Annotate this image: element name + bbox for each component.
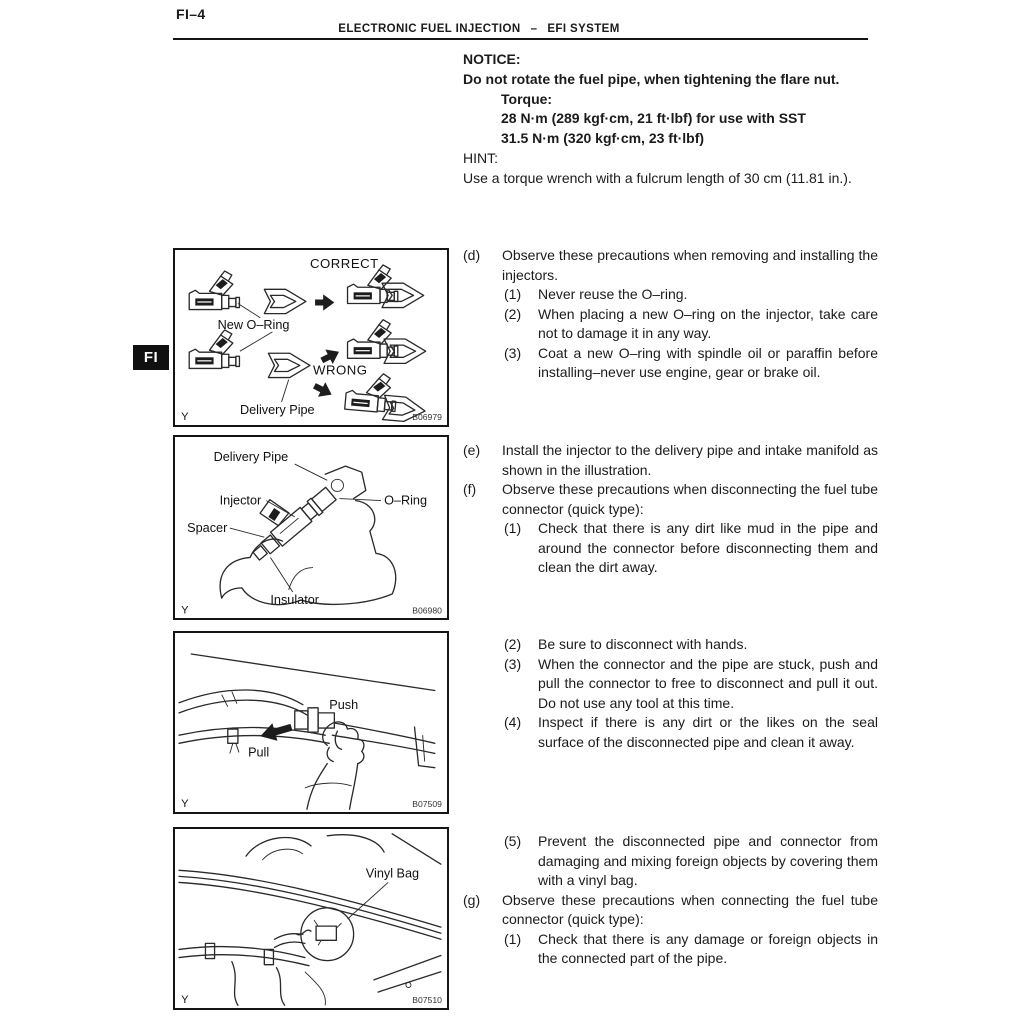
arrow-down-right-icon — [311, 379, 336, 402]
figure1-drawing — [175, 250, 447, 425]
figure-disconnect-push-pull — [173, 631, 449, 814]
figure3-label-push: Push — [329, 697, 359, 712]
section-e-text: Install the injector to the delivery pipe and intake manifold as shown in the illustration. — [502, 442, 878, 478]
notice-label: NOTICE: — [463, 51, 521, 67]
figure2-corner-mark: Y — [181, 604, 189, 617]
section-f-text: Observe these precautions when disconnecting the fuel tube connector (quick type): — [502, 481, 878, 517]
section-d-label: (d) — [463, 247, 481, 263]
notice-block — [463, 50, 913, 189]
figure2-label-injector: Injector — [219, 493, 262, 508]
torque-spec-1: 28 N·m (289 kgf·cm, 21 ft·lbf) for use with SST — [501, 110, 806, 127]
delivery-pipe-socket-illustration — [268, 353, 310, 377]
section-g-label: (g) — [463, 891, 481, 908]
figure2-label-delivery-pipe: Delivery Pipe — [213, 450, 289, 465]
item-text: Be sure to disconnect with hands. — [538, 636, 748, 652]
figure-injector-correct-wrong — [173, 248, 449, 427]
hint-text: Use a torque wrench with a fulcrum length of 30 cm (11.81 in.). — [463, 169, 852, 186]
item-label: (2) — [504, 305, 522, 322]
notice-text: Do not rotate the fuel pipe, when tightening the flare nut. — [463, 70, 840, 87]
figure2-label-spacer: Spacer — [187, 521, 228, 536]
figure1-label-delivery-pipe: Delivery Pipe — [239, 403, 315, 418]
figure4-label-vinyl-bag: Vinyl Bag — [365, 866, 420, 881]
item-label: (1) — [504, 520, 522, 536]
arrow-right-icon — [315, 294, 334, 310]
injector-illustration — [189, 330, 239, 369]
header-subsystem-title: EFI SYSTEM — [547, 23, 620, 35]
section-e-f — [463, 441, 878, 578]
figure3-code: B07509 — [412, 799, 442, 810]
item-label: (1) — [504, 930, 522, 947]
item-text: Inspect if there is any dirt or the likes on the seal surface of the disconnected pipe and clean it away. — [538, 714, 878, 750]
figure3-corner-mark: Y — [181, 798, 189, 811]
section-tab-fi: FI — [133, 345, 169, 370]
header-system-title: ELECTRONIC FUEL INJECTION — [338, 23, 521, 35]
header-rule — [173, 38, 868, 40]
figure1-corner-mark: Y — [181, 411, 189, 424]
item-text: Check that there is any damage or foreign objects in the connected part of the pipe. — [538, 930, 878, 966]
highlight-circle — [301, 908, 354, 961]
section-d-text: Observe these precautions when removing and installing the injectors. — [502, 247, 878, 283]
section-g — [463, 832, 878, 969]
item-label: (1) — [504, 286, 522, 302]
item-label: (3) — [504, 344, 522, 361]
item-label: (5) — [504, 833, 522, 849]
item-label: (4) — [504, 714, 522, 730]
item-text: Coat a new O–ring with spindle oil or paraffin before installing–never use engine, gear or brake oil. — [538, 344, 878, 380]
hint-label: HINT: — [463, 149, 498, 166]
assembled-wrong-illustration — [348, 320, 426, 364]
figure1-label-new-o-ring: New O–Ring — [217, 317, 290, 332]
torque-label: Torque: — [501, 90, 553, 107]
pull-arrow-icon — [258, 718, 294, 745]
figure2-label-insulator: Insulator — [270, 593, 320, 608]
figure1-label-correct: CORRECT — [309, 255, 379, 271]
item-label: (3) — [504, 655, 522, 672]
figure2-label-o-ring: O–Ring — [384, 493, 428, 508]
figure3-label-pull: Pull — [248, 745, 270, 760]
section-f-continued — [463, 635, 878, 752]
figure3-drawing — [175, 633, 447, 812]
item-text: Prevent the disconnected pipe and connector from damaging and mixing foreign objects by covering them with a vinyl bag. — [538, 833, 878, 888]
figure2-code: B06980 — [412, 605, 442, 616]
bagged-connector-illustration — [274, 920, 341, 947]
figure4-corner-mark: Y — [181, 994, 189, 1007]
figure-injector-installation — [173, 435, 449, 620]
section-f-label: (f) — [463, 481, 477, 497]
figure2-drawing — [175, 437, 447, 618]
item-text: When placing a new O–ring on the injector, take care not to damage it in any way. — [538, 305, 878, 341]
injector-cross-section — [234, 467, 337, 563]
page-number: FI–4 — [176, 6, 206, 22]
figure1-code: B06979 — [412, 412, 442, 423]
section-g-text: Observe these precautions when connecting the fuel tube connector (quick type): — [502, 891, 878, 927]
header-separator: – — [530, 23, 538, 35]
figure4-code: B07510 — [412, 995, 442, 1006]
figure4-drawing — [175, 829, 447, 1008]
delivery-pipe-socket-illustration — [264, 289, 306, 313]
injector-illustration — [189, 271, 239, 310]
assembled-correct-illustration — [348, 265, 424, 308]
page-header-title — [279, 23, 679, 35]
item-text: When the connector and the pipe are stuck, push and pull the connector to free to disconnect and pull it out. Do not use any tool at this time. — [538, 655, 878, 711]
item-label: (2) — [504, 636, 522, 652]
figure-vinyl-bag-cover — [173, 827, 449, 1010]
figure1-label-wrong: WRONG — [313, 362, 368, 378]
torque-spec-2: 31.5 N·m (320 kgf·cm, 23 ft·lbf) — [501, 130, 705, 147]
item-text: Check that there is any dirt like mud in the pipe and around the connector before disconnecting them and clean the dirt away. — [538, 520, 878, 575]
section-e-label: (e) — [463, 442, 481, 458]
item-text: Never reuse the O–ring. — [538, 286, 688, 302]
section-d — [463, 246, 878, 383]
